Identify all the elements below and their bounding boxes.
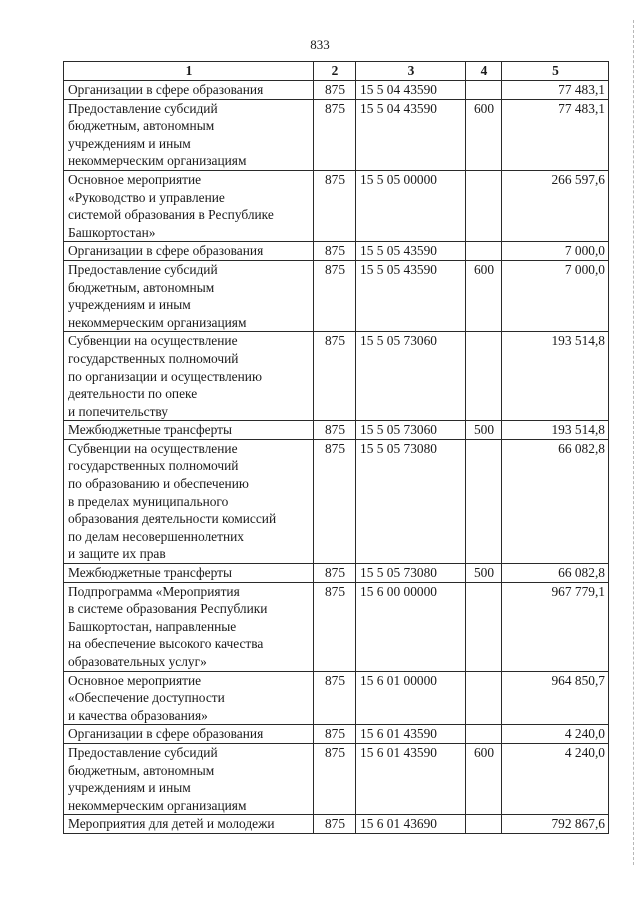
cell-expense-type	[466, 81, 502, 100]
cell-expense-type	[466, 725, 502, 744]
cell-name: Организации в сфере образования	[64, 242, 314, 261]
cell-expense-type	[466, 242, 502, 261]
cell-target-article: 15 5 05 73080	[356, 439, 466, 563]
cell-expense-type: 600	[466, 743, 502, 814]
cell-target-article: 15 5 04 43590	[356, 81, 466, 100]
cell-name: Основное мероприятие «Обеспечение доступности и качества образования»	[64, 671, 314, 725]
cell-amount: 7 000,0	[502, 242, 609, 261]
cell-target-article: 15 5 04 43590	[356, 99, 466, 170]
header-col-1: 1	[64, 62, 314, 81]
cell-ved-code: 875	[314, 743, 356, 814]
table-row	[64, 421, 609, 440]
cell-ved-code: 875	[314, 99, 356, 170]
cell-amount: 964 850,7	[502, 671, 609, 725]
cell-name: Подпрограмма «Мероприятия в системе образования Республики Башкортостан, направленные на обеспечение высокого качества образовательных услуг»	[64, 582, 314, 671]
cell-ved-code: 875	[314, 671, 356, 725]
cell-expense-type: 500	[466, 421, 502, 440]
cell-ved-code: 875	[314, 582, 356, 671]
cell-ved-code: 875	[314, 439, 356, 563]
cell-target-article: 15 6 01 43590	[356, 743, 466, 814]
cell-amount: 193 514,8	[502, 332, 609, 421]
cell-target-article: 15 6 01 43690	[356, 815, 466, 834]
table-row	[64, 725, 609, 744]
cell-expense-type	[466, 582, 502, 671]
cell-name: Основное мероприятие «Руководство и управление системой образования в Республике Башкортостан»	[64, 170, 314, 241]
header-col-2: 2	[314, 62, 356, 81]
cell-name: Мероприятия для детей и молодежи	[64, 815, 314, 834]
cell-name: Организации в сфере образования	[64, 725, 314, 744]
table-row	[64, 332, 609, 421]
cell-amount: 77 483,1	[502, 81, 609, 100]
cell-expense-type	[466, 671, 502, 725]
cell-target-article: 15 5 05 73060	[356, 332, 466, 421]
cell-expense-type	[466, 815, 502, 834]
cell-amount: 77 483,1	[502, 99, 609, 170]
table-row	[64, 242, 609, 261]
table-row	[64, 260, 609, 331]
cell-ved-code: 875	[314, 815, 356, 834]
cell-name: Субвенции на осуществление государственных полномочий по образованию и обеспечению в пределах муниципального образования деятельности комиссий по делам несовершеннолетних и защите их прав	[64, 439, 314, 563]
header-row	[64, 62, 609, 81]
cell-expense-type	[466, 332, 502, 421]
cell-ved-code: 875	[314, 81, 356, 100]
cell-amount: 66 082,8	[502, 439, 609, 563]
cell-target-article: 15 6 01 00000	[356, 671, 466, 725]
cell-ved-code: 875	[314, 260, 356, 331]
cell-amount: 4 240,0	[502, 725, 609, 744]
cell-amount: 7 000,0	[502, 260, 609, 331]
cell-name: Предоставление субсидий бюджетным, автономным учреждениям и иным некоммерческим организациям	[64, 260, 314, 331]
header-col-4: 4	[466, 62, 502, 81]
cell-ved-code: 875	[314, 170, 356, 241]
table-row	[64, 671, 609, 725]
scan-edge-line	[633, 20, 634, 865]
header-col-3: 3	[356, 62, 466, 81]
cell-amount: 967 779,1	[502, 582, 609, 671]
cell-name: Предоставление субсидий бюджетным, автономным учреждениям и иным некоммерческим организациям	[64, 99, 314, 170]
cell-expense-type	[466, 439, 502, 563]
cell-name: Организации в сфере образования	[64, 81, 314, 100]
table-row	[64, 81, 609, 100]
table-row	[64, 582, 609, 671]
cell-target-article: 15 6 00 00000	[356, 582, 466, 671]
table-row	[64, 170, 609, 241]
cell-target-article: 15 5 05 73080	[356, 564, 466, 583]
page-number: 833	[310, 37, 330, 52]
cell-target-article: 15 6 01 43590	[356, 725, 466, 744]
cell-expense-type: 600	[466, 260, 502, 331]
table-row	[64, 564, 609, 583]
cell-ved-code: 875	[314, 421, 356, 440]
cell-ved-code: 875	[314, 332, 356, 421]
table-row	[64, 439, 609, 563]
table-row	[64, 743, 609, 814]
header-col-5: 5	[502, 62, 609, 81]
cell-amount: 792 867,6	[502, 815, 609, 834]
cell-name: Субвенции на осуществление государственных полномочий по организации и осуществлению деятельности по опеке и попечительству	[64, 332, 314, 421]
cell-expense-type: 600	[466, 99, 502, 170]
cell-amount: 266 597,6	[502, 170, 609, 241]
cell-ved-code: 875	[314, 725, 356, 744]
cell-target-article: 15 5 05 00000	[356, 170, 466, 241]
cell-name: Предоставление субсидий бюджетным, автономным учреждениям и иным некоммерческим организациям	[64, 743, 314, 814]
cell-target-article: 15 5 05 43590	[356, 260, 466, 331]
cell-amount: 4 240,0	[502, 743, 609, 814]
cell-amount: 66 082,8	[502, 564, 609, 583]
cell-name: Межбюджетные трансферты	[64, 421, 314, 440]
cell-expense-type: 500	[466, 564, 502, 583]
cell-ved-code: 875	[314, 564, 356, 583]
cell-name: Межбюджетные трансферты	[64, 564, 314, 583]
table-row	[64, 815, 609, 834]
cell-ved-code: 875	[314, 242, 356, 261]
budget-table	[63, 61, 609, 834]
cell-target-article: 15 5 05 73060	[356, 421, 466, 440]
table-row	[64, 99, 609, 170]
cell-amount: 193 514,8	[502, 421, 609, 440]
cell-expense-type	[466, 170, 502, 241]
cell-target-article: 15 5 05 43590	[356, 242, 466, 261]
